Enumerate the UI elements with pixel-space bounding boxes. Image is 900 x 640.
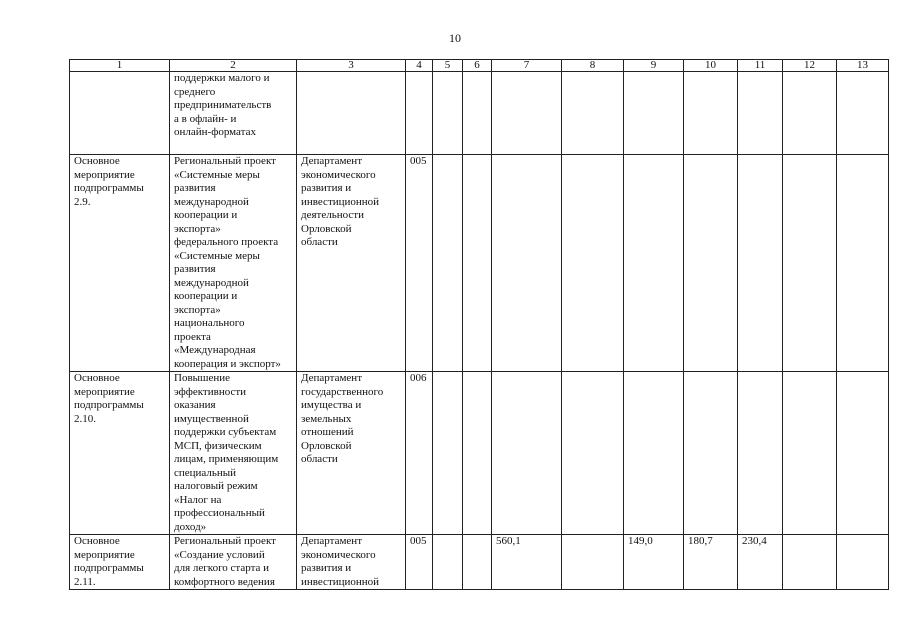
value-cell [562,535,624,590]
value-cell [463,72,492,155]
value-cell [463,372,492,535]
column-header: 11 [738,60,783,72]
value-cell: 180,7 [684,535,738,590]
table-row [70,372,889,535]
value-cell [684,155,738,372]
value-cell [783,155,837,372]
executor-cell: Департамент государственного имущества и земельных отношений Орловской области [297,372,406,535]
code-cell: 006 [406,372,433,535]
value-cell [463,155,492,372]
value-cell [492,72,562,155]
table-row [70,155,889,372]
budget-table [69,59,889,590]
value-cell [463,535,492,590]
column-header: 8 [562,60,624,72]
table-header-row [70,60,889,72]
executor-cell: Департамент экономического развития и инвестиционной [297,535,406,590]
code-cell [406,72,433,155]
value-cell [684,72,738,155]
column-header: 12 [783,60,837,72]
value-cell [837,372,889,535]
code-cell: 005 [406,535,433,590]
event-cell [70,72,170,155]
column-header: 1 [70,60,170,72]
value-cell: 149,0 [624,535,684,590]
project-cell: Повышение эффективности оказания имущественной поддержки субъектам МСП, физическим лицам, применяющим специальный налоговый режим «Налог на профессиональный доход» [170,372,297,535]
project-cell: поддержки малого и среднего предпринимательств а в офлайн- и онлайн-форматах [170,72,297,155]
value-cell [562,72,624,155]
value-cell [624,372,684,535]
column-header: 7 [492,60,562,72]
value-cell [837,535,889,590]
value-cell [492,155,562,372]
value-cell [837,72,889,155]
column-header: 3 [297,60,406,72]
project-cell: Региональный проект «Создание условий для легкого старта и комфортного ведения [170,535,297,590]
event-cell: Основное мероприятие подпрограммы 2.9. [70,155,170,372]
value-cell [624,155,684,372]
project-cell: Региональный проект «Системные меры развития международной кооперации и экспорта» федерального проекта «Системные меры развития международной кооперации и экспорта» национального проекта «Международная кооперация и экспорт» [170,155,297,372]
value-cell [783,72,837,155]
value-cell [684,372,738,535]
value-cell [562,372,624,535]
value-cell [433,72,463,155]
value-cell [837,155,889,372]
value-cell [562,155,624,372]
column-header: 9 [624,60,684,72]
event-cell: Основное мероприятие подпрограммы 2.11. [70,535,170,590]
value-cell [738,372,783,535]
table-row [70,72,889,155]
code-cell: 005 [406,155,433,372]
column-header: 2 [170,60,297,72]
column-header: 6 [463,60,492,72]
value-cell [738,155,783,372]
column-header: 10 [684,60,738,72]
value-cell [783,372,837,535]
column-header: 13 [837,60,889,72]
column-header: 5 [433,60,463,72]
value-cell [433,372,463,535]
value-cell: 560,1 [492,535,562,590]
value-cell [492,372,562,535]
value-cell [433,535,463,590]
executor-cell: Департамент экономического развития и инвестиционной деятельности Орловской области [297,155,406,372]
value-cell [738,72,783,155]
value-cell: 230,4 [738,535,783,590]
value-cell [433,155,463,372]
value-cell [624,72,684,155]
executor-cell [297,72,406,155]
value-cell [783,535,837,590]
event-cell: Основное мероприятие подпрограммы 2.10. [70,372,170,535]
column-header: 4 [406,60,433,72]
page-number: 10 [449,31,461,45]
table-row [70,535,889,590]
